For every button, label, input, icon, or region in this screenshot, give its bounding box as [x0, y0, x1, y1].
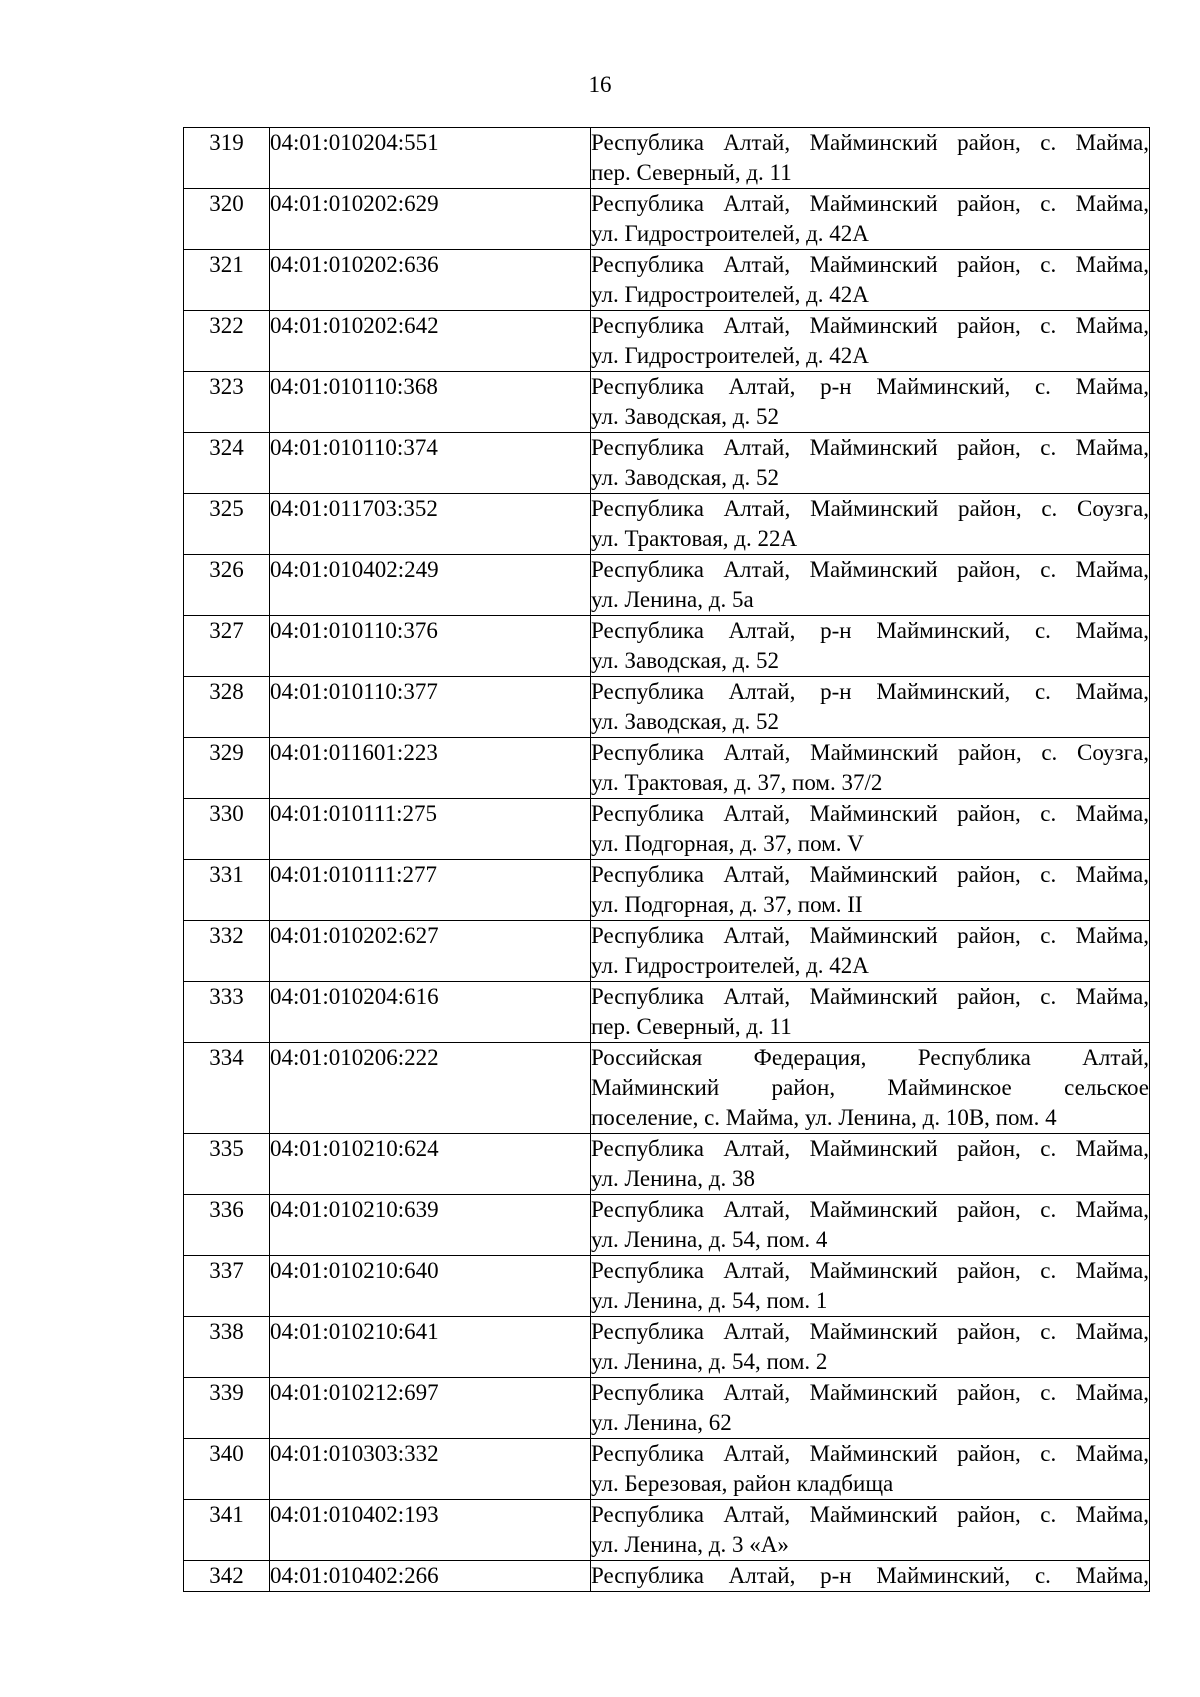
row-number-cell: 338 — [184, 1317, 270, 1378]
address-line: Республика Алтай, Майминский район, с. Майма, — [591, 1258, 1149, 1283]
table-row — [184, 1378, 1150, 1439]
cadastral-number-cell: 04:01:010111:275 — [270, 799, 591, 860]
address-line: Республика Алтай, Майминский район, с. Майма, — [591, 862, 1149, 887]
address-line: Республика Алтай, Майминский район, с. Майма, — [591, 1197, 1149, 1222]
address-line: Республика Алтай, Майминский район, с. Майма, — [591, 923, 1149, 948]
address-line: Республика Алтай, р-н Майминский, с. Майма, — [591, 679, 1149, 704]
cadastral-number-cell: 04:01:010202:636 — [270, 250, 591, 311]
address-line: ул. Березовая, район кладбища — [591, 1471, 894, 1496]
address-line: Республика Алтай, Майминский район, с. Майма, — [591, 557, 1149, 582]
address-cell — [591, 1043, 1150, 1134]
address-cell — [591, 1439, 1150, 1500]
row-number-cell: 329 — [184, 738, 270, 799]
address-line: Республика Алтай, Майминский район, с. Майма, — [591, 1319, 1149, 1344]
address-line: ул. Заводская, д. 52 — [591, 709, 779, 734]
address-line: Республика Алтай, Майминский район, с. Майма, — [591, 435, 1149, 460]
row-number-cell: 325 — [184, 494, 270, 555]
address-cell — [591, 1134, 1150, 1195]
row-number-cell: 322 — [184, 311, 270, 372]
address-line: ул. Трактовая, д. 37, пом. 37/2 — [591, 770, 883, 795]
table-row — [184, 433, 1150, 494]
row-number-cell: 342 — [184, 1561, 270, 1592]
row-number-cell: 327 — [184, 616, 270, 677]
address-cell — [591, 128, 1150, 189]
table-row — [184, 738, 1150, 799]
address-line: ул. Гидростроителей, д. 42А — [591, 953, 869, 978]
address-line: ул. Гидростроителей, д. 42А — [591, 282, 869, 307]
row-number-cell: 326 — [184, 555, 270, 616]
address-line: ул. Заводская, д. 52 — [591, 404, 779, 429]
address-line: пер. Северный, д. 11 — [591, 1014, 792, 1039]
cadastral-number-cell: 04:01:010204:616 — [270, 982, 591, 1043]
address-cell — [591, 189, 1150, 250]
cadastral-number-cell: 04:01:010110:374 — [270, 433, 591, 494]
cadastral-number-cell: 04:01:010110:376 — [270, 616, 591, 677]
address-line: Республика Алтай, Майминский район, с. Майма, — [591, 1380, 1149, 1405]
address-line: Республика Алтай, Майминский район, с. Майма, — [591, 313, 1149, 338]
table-row — [184, 1500, 1150, 1561]
address-line: Республика Алтай, Майминский район, с. Майма, — [591, 984, 1149, 1009]
address-line: ул. Заводская, д. 52 — [591, 648, 779, 673]
address-line: Республика Алтай, Майминский район, с. Майма, — [591, 252, 1149, 277]
row-number-cell: 340 — [184, 1439, 270, 1500]
address-line: поселение, с. Майма, ул. Ленина, д. 10В, пом. 4 — [591, 1105, 1057, 1130]
cadastral-number-cell: 04:01:010303:332 — [270, 1439, 591, 1500]
cadastral-number-cell: 04:01:010111:277 — [270, 860, 591, 921]
table-row — [184, 372, 1150, 433]
table-row — [184, 1561, 1150, 1592]
address-cell — [591, 1378, 1150, 1439]
row-number-cell: 335 — [184, 1134, 270, 1195]
address-line: Республика Алтай, Майминский район, с. Майма, — [591, 1502, 1149, 1527]
address-cell — [591, 982, 1150, 1043]
row-number-cell: 319 — [184, 128, 270, 189]
row-number-cell: 332 — [184, 921, 270, 982]
registry-table — [183, 127, 1150, 1592]
address-cell — [591, 1500, 1150, 1561]
cadastral-number-cell: 04:01:010202:642 — [270, 311, 591, 372]
cadastral-number-cell: 04:01:010110:377 — [270, 677, 591, 738]
address-line: Республика Алтай, Майминский район, с. Майма, — [591, 1441, 1149, 1466]
table-row — [184, 1134, 1150, 1195]
address-cell — [591, 1561, 1150, 1592]
address-line: ул. Заводская, д. 52 — [591, 465, 779, 490]
address-line: ул. Гидростроителей, д. 42А — [591, 221, 869, 246]
row-number-cell: 331 — [184, 860, 270, 921]
cadastral-number-cell: 04:01:010210:640 — [270, 1256, 591, 1317]
row-number-cell: 320 — [184, 189, 270, 250]
row-number-cell: 321 — [184, 250, 270, 311]
cadastral-number-cell: 04:01:010402:266 — [270, 1561, 591, 1592]
table-row — [184, 1195, 1150, 1256]
address-line: Республика Алтай, Майминский район, с. Соузга, — [591, 496, 1149, 521]
address-cell — [591, 250, 1150, 311]
address-line: ул. Подгорная, д. 37, пом. V — [591, 831, 864, 856]
address-cell — [591, 1317, 1150, 1378]
address-line: ул. Трактовая, д. 22А — [591, 526, 798, 551]
address-line: ул. Ленина, д. 38 — [591, 1166, 755, 1191]
row-number-cell: 328 — [184, 677, 270, 738]
address-cell — [591, 738, 1150, 799]
address-line: ул. Гидростроителей, д. 42А — [591, 343, 869, 368]
table-row — [184, 128, 1150, 189]
row-number-cell: 337 — [184, 1256, 270, 1317]
address-line: Республика Алтай, р-н Майминский, с. Майма, — [591, 618, 1149, 643]
table-row — [184, 1043, 1150, 1134]
address-line: ул. Ленина, д. 54, пом. 1 — [591, 1288, 828, 1313]
cadastral-number-cell: 04:01:011703:352 — [270, 494, 591, 555]
cadastral-number-cell: 04:01:010210:624 — [270, 1134, 591, 1195]
row-number-cell: 323 — [184, 372, 270, 433]
registry-table-body — [184, 128, 1150, 1592]
address-line: ул. Подгорная, д. 37, пом. II — [591, 892, 863, 917]
table-row — [184, 921, 1150, 982]
address-cell — [591, 860, 1150, 921]
address-cell — [591, 1256, 1150, 1317]
address-line: ул. Ленина, д. 54, пом. 4 — [591, 1227, 828, 1252]
address-line: Российская Федерация, Республика Алтай, — [591, 1045, 1149, 1070]
table-row — [184, 799, 1150, 860]
cadastral-number-cell: 04:01:010212:697 — [270, 1378, 591, 1439]
address-line: ул. Ленина, д. 5а — [591, 587, 754, 612]
address-line: Республика Алтай, Майминский район, с. Соузга, — [591, 740, 1149, 765]
cadastral-number-cell: 04:01:010402:193 — [270, 1500, 591, 1561]
cadastral-number-cell: 04:01:010204:551 — [270, 128, 591, 189]
table-row — [184, 677, 1150, 738]
table-row — [184, 311, 1150, 372]
row-number-cell: 324 — [184, 433, 270, 494]
address-line: пер. Северный, д. 11 — [591, 160, 792, 185]
cadastral-number-cell: 04:01:010110:368 — [270, 372, 591, 433]
address-cell — [591, 372, 1150, 433]
address-line: Республика Алтай, Майминский район, с. Майма, — [591, 801, 1149, 826]
cadastral-number-cell: 04:01:010402:249 — [270, 555, 591, 616]
table-row — [184, 494, 1150, 555]
row-number-cell: 336 — [184, 1195, 270, 1256]
cadastral-number-cell: 04:01:010210:641 — [270, 1317, 591, 1378]
address-line: ул. Ленина, 62 — [591, 1410, 732, 1435]
address-cell — [591, 1195, 1150, 1256]
address-line: Республика Алтай, Майминский район, с. Майма, — [591, 130, 1149, 155]
address-cell — [591, 311, 1150, 372]
table-row — [184, 1256, 1150, 1317]
address-line: Республика Алтай, Майминский район, с. Майма, — [591, 191, 1149, 216]
address-cell — [591, 677, 1150, 738]
table-row — [184, 189, 1150, 250]
address-cell — [591, 433, 1150, 494]
address-line: Республика Алтай, Майминский район, с. Майма, — [591, 1136, 1149, 1161]
row-number-cell: 333 — [184, 982, 270, 1043]
address-cell — [591, 799, 1150, 860]
cadastral-number-cell: 04:01:010202:627 — [270, 921, 591, 982]
page-number: 16 — [588, 72, 612, 97]
address-cell — [591, 616, 1150, 677]
address-line: Майминский район, Майминское сельское — [591, 1075, 1149, 1100]
cadastral-number-cell: 04:01:011601:223 — [270, 738, 591, 799]
address-cell — [591, 555, 1150, 616]
cadastral-number-cell: 04:01:010202:629 — [270, 189, 591, 250]
row-number-cell: 334 — [184, 1043, 270, 1134]
address-cell — [591, 494, 1150, 555]
cadastral-number-cell: 04:01:010206:222 — [270, 1043, 591, 1134]
address-cell — [591, 921, 1150, 982]
table-row — [184, 1317, 1150, 1378]
row-number-cell: 330 — [184, 799, 270, 860]
row-number-cell: 339 — [184, 1378, 270, 1439]
cadastral-number-cell: 04:01:010210:639 — [270, 1195, 591, 1256]
address-line: ул. Ленина, д. 3 «А» — [591, 1532, 789, 1557]
table-row — [184, 982, 1150, 1043]
table-row — [184, 860, 1150, 921]
address-line: ул. Ленина, д. 54, пом. 2 — [591, 1349, 828, 1374]
address-line: Республика Алтай, р-н Майминский, с. Майма, — [591, 374, 1149, 399]
table-row — [184, 616, 1150, 677]
table-row — [184, 250, 1150, 311]
table-row — [184, 555, 1150, 616]
address-line: Республика Алтай, р-н Майминский, с. Майма, — [591, 1563, 1149, 1588]
row-number-cell: 341 — [184, 1500, 270, 1561]
table-row — [184, 1439, 1150, 1500]
